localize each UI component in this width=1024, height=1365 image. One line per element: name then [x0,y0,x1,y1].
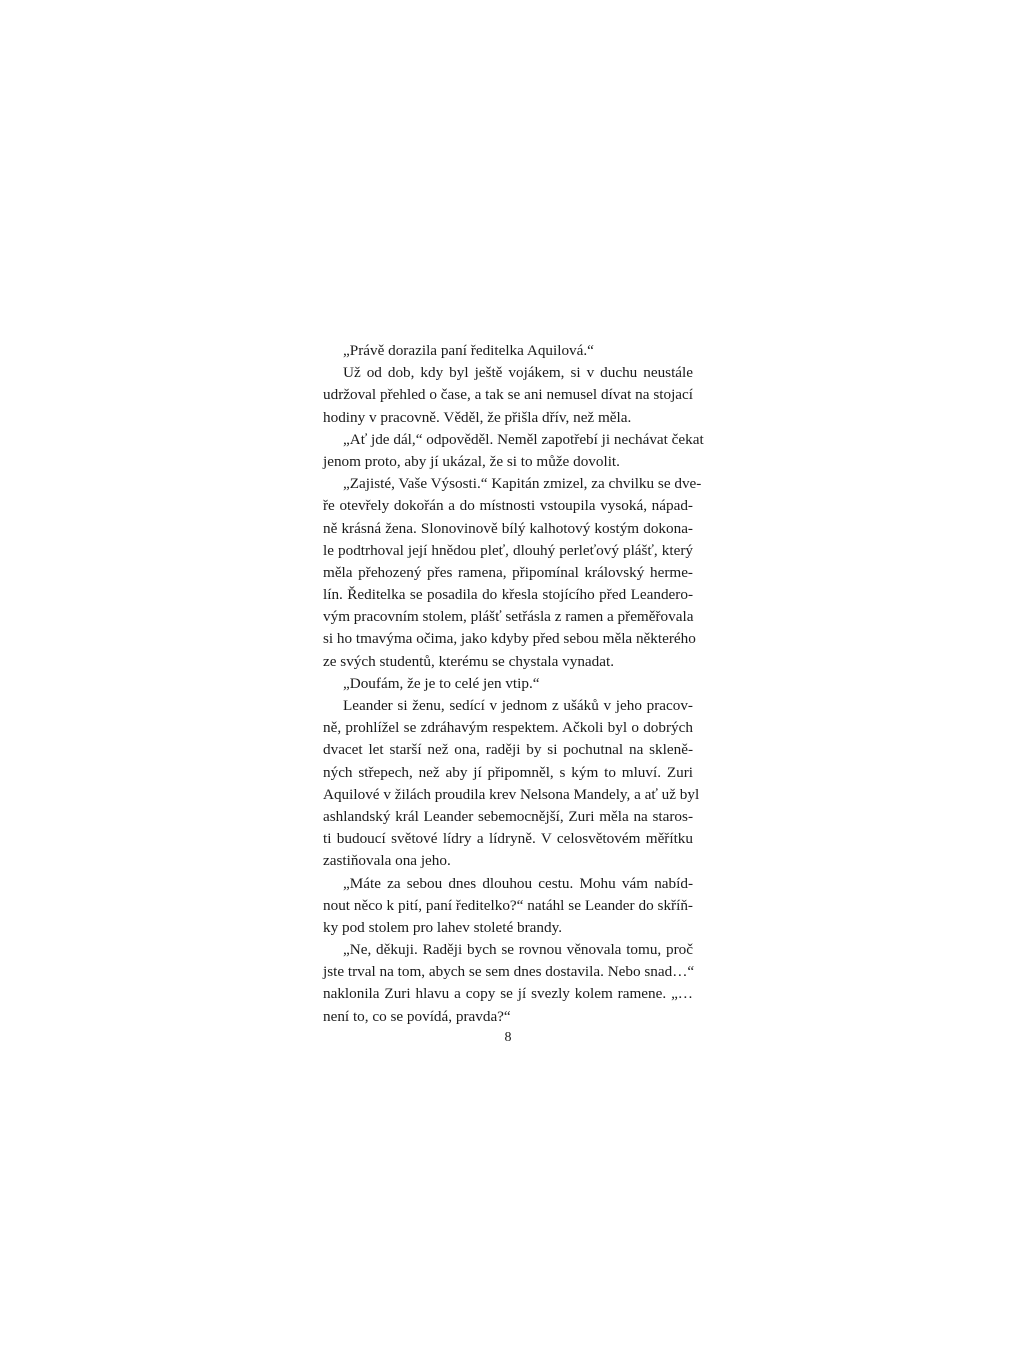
text-line: ashlandský král Leander sebemocnější, Zuri měla na staros- [323,807,693,825]
text-line: ře otevřely dokořán a do místnosti vstoupila vysoká, nápad- [323,497,693,515]
text-line: dvacet let starší než ona, raději by si pochutnal na skleně- [323,741,693,759]
text-line: naklonila Zuri hlavu a copy se jí svezly kolem ramene. „… [323,985,693,1003]
text-line: Už od dob, kdy byl ještě vojákem, si v duchu neustále [343,364,693,382]
text-line: ně krásná žena. Slonovinově bílý kalhotový kostým dokona- [323,519,693,537]
page-number-text: 8 [504,1030,512,1045]
text-line: Leander si ženu, sedící v jednom z ušáků v jeho pracov- [343,697,693,714]
text-line: ky pod stolem pro lahev stoleté brandy. [323,918,563,936]
text-line: jenom proto, aby jí ukázal, že si to může dovolit. [323,452,620,470]
text-line: zastiňovala ona jeho. [323,852,451,870]
text-line: „Ať jde dál,“ odpověděl. Neměl zapotřebí ji nechávat čekat [343,430,704,448]
text-line: jste trval na tom, abych se sem dnes dostavila. Nebo snad…“ [323,963,695,981]
text-line: „Právě dorazila paní ředitelka Aquilová.“ [343,342,594,359]
text-line: „Doufám, že je to celé jen vtip.“ [343,674,540,692]
page-number [0,1030,1024,1046]
text-line: si ho tmavýma očima, jako kdyby před sebou měla některého [323,630,696,648]
text-line: ze svých studentů, kterému se chystala vynadat. [323,652,615,670]
text-line: „Ne, děkuji. Raději bych se rovnou věnovala tomu, proč [343,941,693,959]
text-line: hodiny v pracovně. Věděl, že přišla dřív, než měla. [323,408,632,426]
text-line: „Máte za sebou dnes dlouhou cestu. Mohu vám nabíd- [343,874,693,892]
text-line: ti budoucí světové lídry a lídryně. V celosvětovém měřítku [323,830,693,848]
text-line: Aquilové v žilách proudila krev Nelsona Mandely, a ať už byl [323,785,700,803]
text-line: ně, prohlížel se zdráhavým respektem. Ačkoli byl o dobrých [323,719,693,737]
text-line: „Zajisté, Vaše Výsosti.“ Kapitán zmizel, za chvilku se dve- [343,475,702,493]
text-line: lín. Ředitelka se posadila do křesla stojícího před Leandero- [323,586,693,604]
text-line: udržoval přehled o čase, a tak se ani nemusel dívat na stojací [323,386,693,404]
text-line: měla přehozený přes ramena, připomínal královský herme- [323,563,693,581]
text-line: nout něco k pití, paní ředitelko?“ natáhl se Leander do skříň- [323,896,693,914]
body-text [323,340,704,1028]
text-line: není to, co se povídá, pravda?“ [323,1007,511,1025]
text-line: le podtrhoval její hnědou pleť, dlouhý perleťový plášť, který [323,541,693,559]
text-line: ných střepech, než aby jí připomněl, s kým to mluví. Zuri [323,763,693,781]
text-line: vým pracovním stolem, plášť setřásla z ramen a přeměřovala [323,608,694,626]
